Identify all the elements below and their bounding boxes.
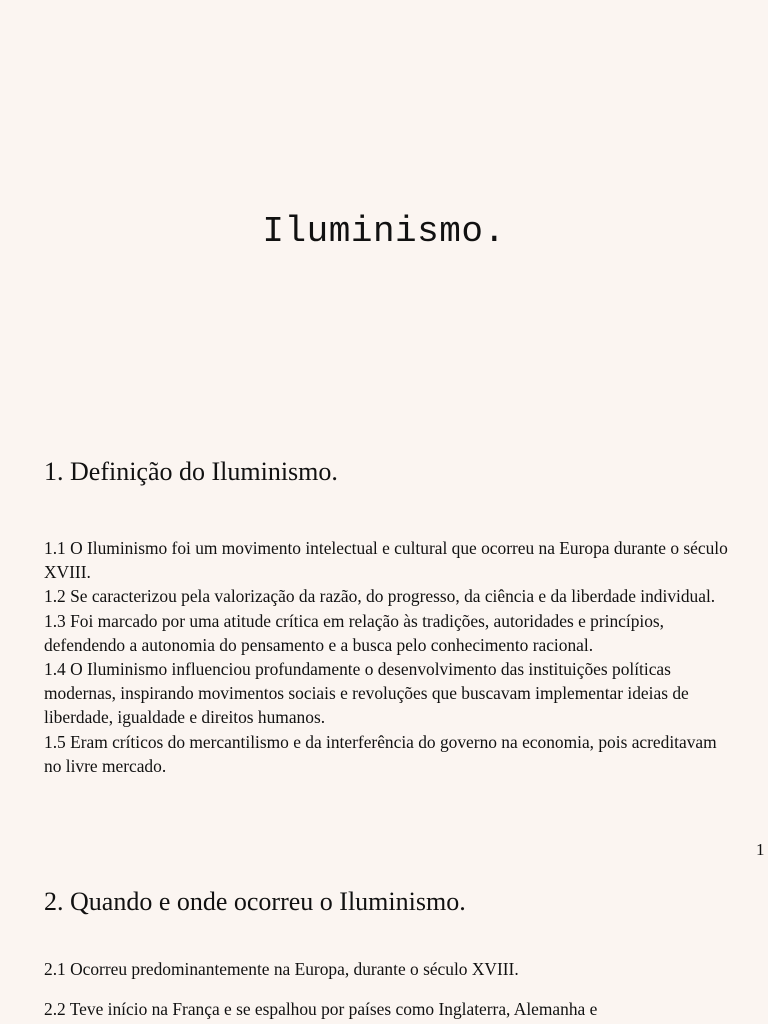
section-body-definicao bbox=[44, 536, 734, 778]
paragraph-2-1: 2.1 Ocorreu predominantemente na Europa, durante o século XVIII. bbox=[44, 959, 519, 979]
paragraph-1-4: 1.4 O Iluminismo influenciou profundamente o desenvolvimento das instituições políticas modernas, inspirando movimentos sociais e revoluções que buscavam implementar ideias de liberdade, igualdade e direitos humanos. bbox=[44, 659, 689, 728]
paragraph-2-2: 2.2 Teve início na França e se espalhou por países como Inglaterra, Alemanha e bbox=[44, 999, 598, 1020]
document-title: Iluminismo. bbox=[262, 211, 506, 252]
paragraph-1-1: 1.1 O Iluminismo foi um movimento intelectual e cultural que ocorreu na Europa durante o século XVIII. bbox=[44, 538, 728, 583]
section-heading-definicao: 1. Definição do Iluminismo. bbox=[44, 457, 338, 486]
page-number: 1 bbox=[756, 840, 765, 859]
paragraph-1-5: 1.5 Eram críticos do mercantilismo e da interferência do governo na economia, pois acreditavam no livre mercado. bbox=[44, 731, 717, 776]
section-heading-quando-onde: 2. Quando e onde ocorreu o Iluminismo. bbox=[44, 887, 466, 916]
section-body-quando-onde bbox=[44, 957, 734, 1021]
paragraph-1-3: 1.3 Foi marcado por uma atitude crítica em relação às tradições, autoridades e princípios, defendendo a autonomia do pensamento e a busca pelo conhecimento racional. bbox=[44, 610, 665, 655]
paragraph-1-2: 1.2 Se caracterizou pela valorização da razão, do progresso, da ciência e da liberdade individual. bbox=[44, 586, 716, 607]
